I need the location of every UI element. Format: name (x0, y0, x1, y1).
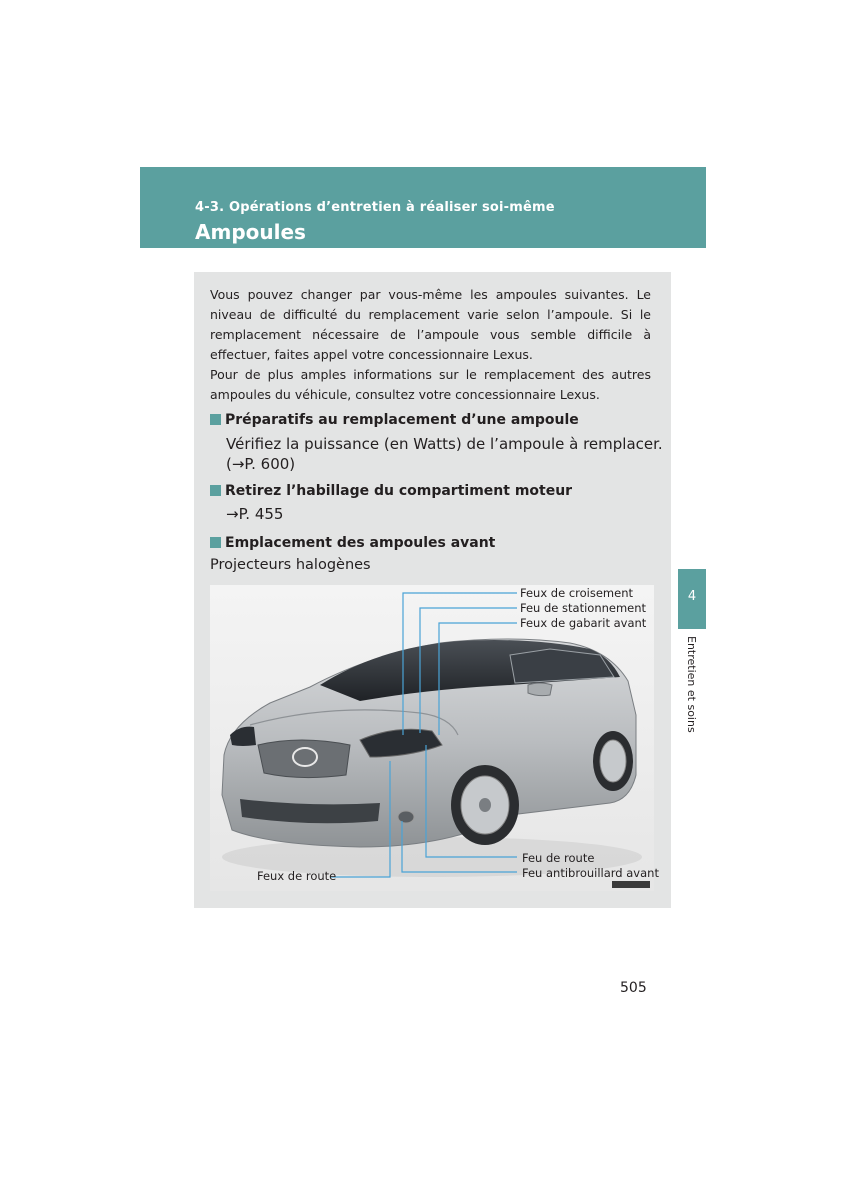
engine-ref: →P. 455 (226, 505, 284, 523)
subheading-halogen: Projecteurs halogènes (210, 557, 371, 573)
square-bullet-icon (210, 537, 221, 548)
chapter-side-label-text: Entretien et soins (685, 636, 698, 733)
section-label: 4-3. Opérations d’entretien à réaliser soi-même (195, 200, 555, 215)
callout-parking-light: Feu de stationnement (520, 601, 647, 615)
callout-low-beam: Feux de croisement (520, 586, 634, 600)
content-box (194, 272, 671, 908)
callout-high-beam-left: Feux de route (257, 869, 337, 883)
heading-front-text: Emplacement des ampoules avant (225, 535, 496, 551)
heading-prep (210, 412, 579, 428)
chapter-tab (678, 569, 706, 629)
heading-engine-text: Retirez l’habillage du compartiment moteur (225, 483, 573, 499)
prep-line-1: Vérifiez la puissance (en Watts) de l’ampoule à remplacer. (226, 435, 663, 453)
heading-front (210, 535, 495, 551)
page-title: Ampoules (195, 220, 306, 244)
car-illustration (210, 585, 654, 891)
square-bullet-icon (210, 485, 221, 496)
intro-paragraph-2: Pour de plus amples informations sur le remplacement des autres ampoules du véhicule, consultez votre concessionnaire Lexus. (210, 367, 651, 402)
page-number: 505 (620, 980, 647, 996)
callout-side-marker: Feux de gabarit avant (520, 616, 647, 630)
callout-high-beam-right: Feu de route (522, 851, 595, 865)
chapter-side-label (684, 636, 700, 746)
square-bullet-icon (210, 414, 221, 425)
prep-line-2: (→P. 600) (226, 455, 296, 473)
car-figure (210, 585, 659, 891)
heading-prep-text: Préparatifs au remplacement d’une ampoule (225, 412, 579, 428)
chapter-number: 4 (687, 589, 697, 604)
chapter-header (140, 167, 706, 248)
intro-paragraph-1: Vous pouvez changer par vous-même les ampoules suivantes. Le niveau de difficulté du remplacement varie selon l’ampoule. Si le remplacement nécessaire de l’ampoule vous semble difficile à effectuer, faites appel votre concessionnaire Lexus. (210, 287, 651, 362)
heading-engine (210, 483, 572, 499)
intro-text (210, 285, 651, 405)
callout-fog-light: Feu antibrouillard avant (522, 866, 659, 880)
